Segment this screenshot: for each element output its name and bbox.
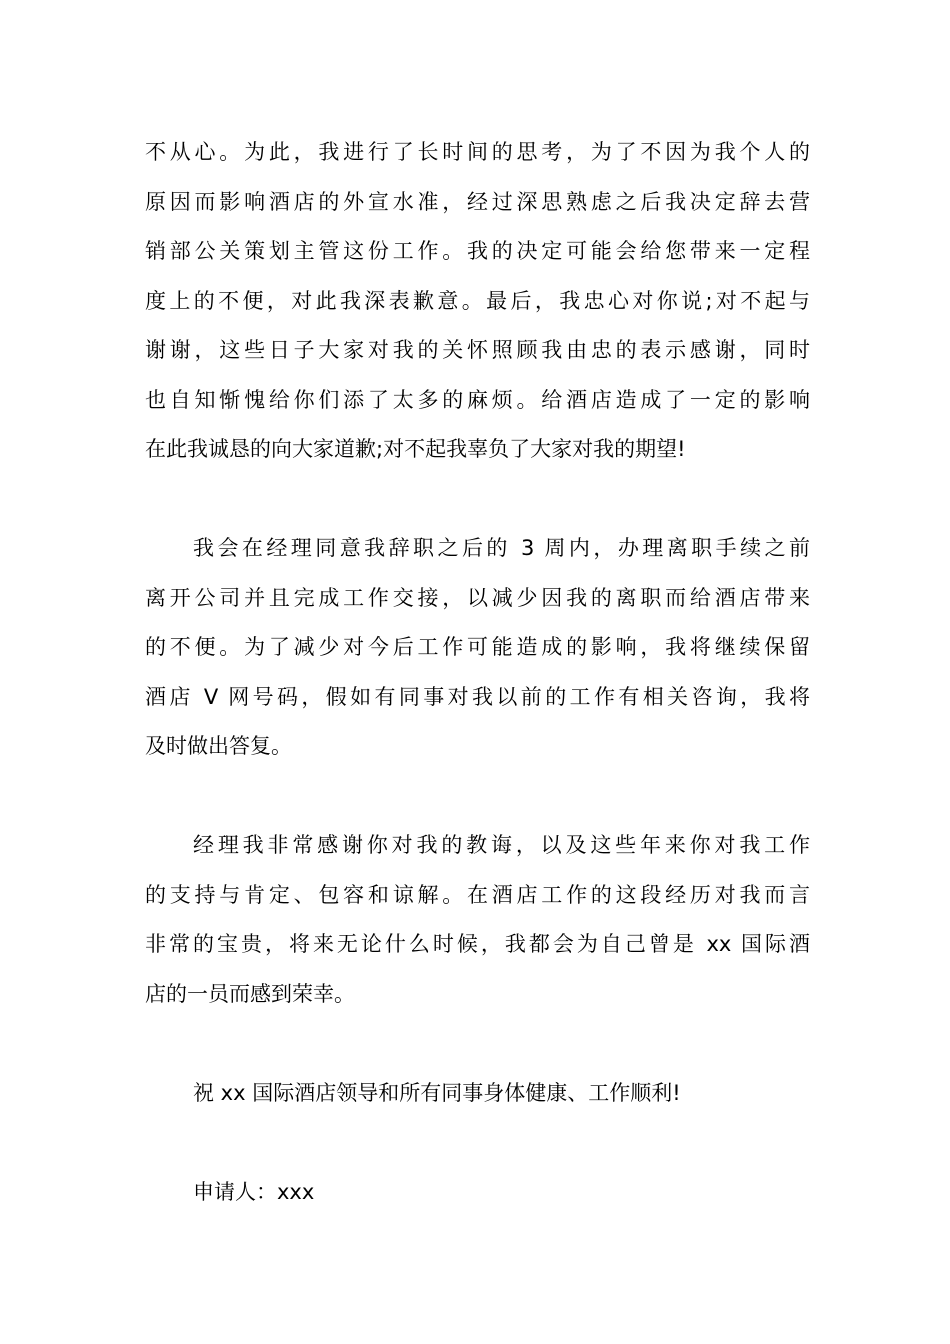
- paragraph-line: 经理我非常感谢你对我的教诲，以及这些年来你对我工作: [193, 833, 810, 857]
- paragraph-line: 非常的宝贵，将来无论什么时候，我都会为自己曾是 xx 国际酒: [145, 932, 810, 956]
- paragraph-line: 销部公关策划主管这份工作。我的决定可能会给您带来一定程: [145, 239, 810, 263]
- paragraph-line: 的支持与肯定、包容和谅解。在酒店工作的这段经历对我而言: [145, 882, 810, 907]
- paragraph-2: [145, 524, 810, 772]
- closing-wish: [145, 1069, 810, 1119]
- paragraph-line: 离开公司并且完成工作交接，以减少因我的离职而给酒店带来: [145, 585, 810, 610]
- paragraph-line: 酒店 V 网号码，假如有同事对我以前的工作有相关咨询，我将: [145, 684, 810, 709]
- paragraph-gap: [145, 1019, 810, 1069]
- applicant-line: 申请人：xxx: [193, 1179, 315, 1204]
- paragraph-gap: [145, 1118, 810, 1168]
- paragraph-line: 店的一员而感到荣幸。: [145, 981, 355, 1006]
- signature: [145, 1168, 810, 1218]
- paragraph-line: 及时做出答复。: [145, 734, 292, 758]
- closing-wish-line: 祝 xx 国际酒店领导和所有同事身体健康、工作顺利!: [193, 1080, 681, 1105]
- letter-body: [145, 128, 810, 1217]
- paragraph-line: 的不便。为了减少对今后工作可能造成的影响，我将继续保留: [145, 635, 810, 659]
- paragraph-1: [145, 128, 810, 475]
- paragraph-line: 在此我诚恳的向大家道歉;对不起我辜负了大家对我的期望!: [145, 437, 686, 461]
- paragraph-line: 原因而影响酒店的外宣水准，经过深思熟虑之后我决定辞去营: [145, 189, 810, 214]
- paragraph-line: 不从心。为此，我进行了长时间的思考，为了不因为我个人的: [145, 140, 810, 164]
- paragraph-line: 度上的不便，对此我深表歉意。最后，我忠心对你说;对不起与: [145, 288, 810, 313]
- paragraph-line: 也自知惭愧给你们添了太多的麻烦。给酒店造成了一定的影响: [145, 387, 810, 412]
- paragraph-gap: [145, 475, 810, 525]
- paragraph-3: [145, 821, 810, 1019]
- paragraph-gap: [145, 772, 810, 822]
- paragraph-line: 我会在经理同意我辞职之后的 3 周内，办理离职手续之前: [193, 536, 810, 560]
- paragraph-line: 谢谢，这些日子大家对我的关怀照顾我由忠的表示感谢，同时: [145, 338, 810, 362]
